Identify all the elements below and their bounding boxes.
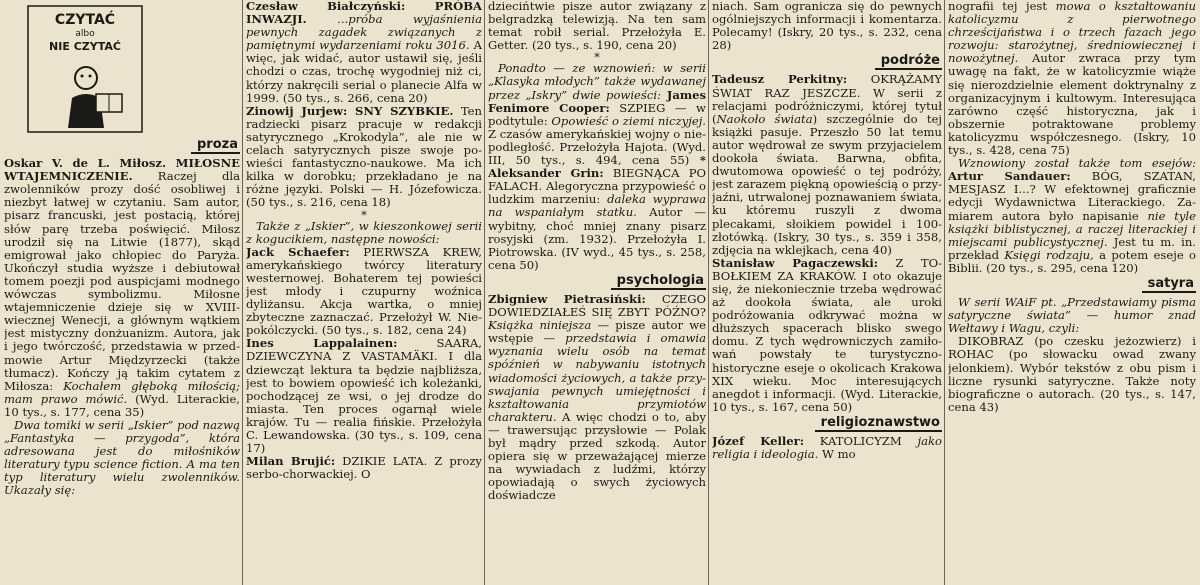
- review-paragraph: [712, 73, 942, 256]
- svg-text:CZYTAĆ: CZYTAĆ: [54, 12, 116, 28]
- section-heading: [712, 54, 942, 70]
- review-text: ) szczególnie do tej książki pasuje. Przeszło 50 lat temu autor wędrował ze swym przyjacielem dookoła świata. Barwna, obfita, dwutomowa opowieść o tej podróży, jest zarazem piękną opowieścią o przyjaźni, utrwalonej poznawaniem świata, ku któremu ruszyli z dwoma plecakami, słoikiem powidel i 100-złotówką. (Iskry, 30 tys., s. 359 i 358, zdjęcia na wklejkach, cena 40): [712, 111, 942, 257]
- badge-logo: [26, 4, 144, 134]
- section-heading: [488, 274, 706, 290]
- section-heading: [712, 416, 942, 432]
- column-4: [712, 0, 942, 585]
- review-paragraph: [712, 257, 942, 414]
- section-heading: [4, 138, 240, 154]
- review-title-text: Jack Schaefer:: [246, 244, 350, 259]
- column-rule: [708, 0, 709, 585]
- review-text: Naokoło świata: [716, 111, 813, 126]
- review-text: Jest tu m. in. przekład: [948, 234, 1196, 262]
- review-text: W serii WAiF pt. „Przedstawiamy pisma satyryczne świata” — humor znad Wełtawy i Wagu, czyli:: [948, 295, 1196, 336]
- review-paragraph: [4, 419, 240, 498]
- svg-text:albo: albo: [75, 29, 95, 39]
- review-text: nie tyle książki biblistycznej, a raczej literackiej i miejscami publicystycznej.: [948, 208, 1196, 249]
- review-text: przedstawia i omawia wyznania wielu osób na temat spóźnień w nabywaniu istotnych wiadomości życiowych, a także przyswajania pewnych umiejętności i kształtowania przymiotów charakteru.: [488, 331, 706, 424]
- review-title-text: Czesław Białczyński: PRÓBA INWAZJI.: [246, 0, 482, 27]
- review-paragraph: [488, 62, 706, 272]
- review-text: W mo: [818, 447, 856, 462]
- review-text: nografii tej jest: [948, 0, 1056, 13]
- section-heading: [948, 277, 1196, 293]
- review-title-text: Oskar V. de L. Miłosz. MIŁOSNE WTAJEMNICZENIE.: [4, 156, 240, 184]
- review-paragraph: [488, 0, 706, 52]
- review-text: DZIKIE LATA. Z prozy serbo-chorwackiej. O: [246, 454, 482, 482]
- review-paragraph: [246, 220, 482, 246]
- review-text: niach. Sam ogranicza się do pewnych ogólniejszych informacji i komentarza. Polecamy! (Iskry, 20 tys., s. 232, cena 28): [712, 0, 942, 53]
- review-paragraph: [246, 337, 482, 455]
- review-text: Księgi rodzaju,: [1004, 247, 1094, 262]
- review-text: mowa o kształtowaniu katolicyzmu z pierwotnego chrześcijaństwa i o trzech fazach jego rozwoju: starożytnej, średniowiecznej i nowożytnej.: [948, 0, 1196, 66]
- review-title-text: Ines Lappalainen:: [246, 336, 398, 351]
- review-title-text: Zinowij Jurjew: SNY SZYBKIE.: [246, 103, 454, 118]
- review-text: ...próba wyjaśnienia pewnych zagadek związanych z pamiętnymi wydarzeniami roku 3016.: [246, 12, 482, 53]
- review-text: A więc chodzi o to, aby — trawersując przysłowie — Polak był mądry przed szkodą. Autor opiera się w przeważającej mierze na wywiadach z ludźmi, którzy opowiadają o swych życiowych doświadcze: [488, 409, 706, 503]
- review-text: dziecińtwie pisze autor związany z belgradzką telewizją. Na ten sam temat robił serial. Przełożyła E. Getter. (20 tys., s. 190, cena 20): [488, 0, 706, 53]
- section-heading-text: podróże: [875, 54, 942, 70]
- review-text: CZEGO DOWIEDZIAŁEŚ SIĘ ZBYT PÓŹNO?: [488, 291, 706, 320]
- review-text: Kochałem głęboką miłością; mam prawo mówić.: [4, 378, 240, 406]
- read-or-not-badge: [26, 4, 144, 134]
- column-rule: [944, 0, 945, 585]
- review-paragraph: [948, 335, 1196, 414]
- review-text: Raczej dla zwolenników prozy dość osobliwej i niezbyt łatwej w czytaniu. Sam autor, pisarz francuski, jest postacią, której słów parę trzeba poświęcić. Miłosz urodził się na Litwie (1877), skąd emigrował jako chłopiec do Paryża. Ukończył studia wyższe i debiutował tomem poezji pod auspicjami modnego wówczas symbolizmu. Miłosne wtajemniczenie dzieje się w XVIII-wiecznej Wenecji, a głównym wątkiem jest mistyczny donżuanizm. Autora, jak i jego twórczość, przedstawia w przedmowie Artur Międzyrzecki (także tłumacz). Kończy ją takim cytatem z Miłosza:: [4, 169, 240, 393]
- review-text: Wznowiony został także tom esejów:: [958, 156, 1196, 171]
- column-rule: [484, 0, 485, 585]
- section-heading-text: psychologia: [611, 274, 706, 290]
- review-text: BIEGNĄCA PO FALACH. Alegoryczna przypowieść o ludzkim marzeniu:: [488, 166, 706, 207]
- asterisk-divider: *: [594, 50, 600, 65]
- review-text: — pisze autor we wstępie —: [488, 318, 706, 346]
- section-heading-text: satyra: [1142, 277, 1196, 293]
- section-heading-text: religioznawstwo: [815, 416, 942, 432]
- review-paragraph: [246, 0, 482, 105]
- review-text: Także z „Iskier”, w kieszonkowej serii z kogucikiem, następne nowości:: [246, 218, 482, 246]
- review-text: SAARA, DZIEWCZYNA Z VASTAMÄKI. I dla dziewcząt lektura ta będzie najbliższa, jest to bowiem opowieść ich koleżanki, pochodzącej ze wsi, o jej drodze do miasta. Ten proces ogarnął wiele krajów. Tu — realia fińskie. Przełożyła C. Lewandowska. (30 tys., s. 109, cena 17): [246, 336, 482, 456]
- review-title-text: Milan Brujić:: [246, 454, 336, 469]
- review-text: Z TOBOŁKIEM ZA KRAKÓW. I oto okazuje się, że niekoniecznie trzeba wędrować aż dookoła świata, ale uroki podróżowania odkrywać można w dłuższych spacerach blisko swego domu. Z tych wędrowniczych zamiłowań powstały te turystyczno-historyczne eseje o okolicach Krakowa XIX wieku. Moc interesujących anegdot i informacji. (Wyd. Literackie, 10 tys., s. 167, cena 50): [712, 255, 942, 414]
- review-paragraph: [948, 0, 1196, 157]
- review-title-text: Artur Sandauer:: [948, 169, 1071, 184]
- review-text: DIKOBRAZ (po czesku jeżozwierz) i ROHAC (po słowacku owad zwany jelonkiem). Wybór tekstów z obu pism i liczne rysunki satyryczne. Także noty biograficzne o autorach. (20 tys., s. 147, cena 43): [948, 334, 1196, 414]
- review-paragraph: [246, 246, 482, 338]
- review-text: A więc, jak widać, autor ustawił się, jeśli chodzi o czas, trochę wygodniej niż ci, którzy nakręcili serial o planecie Alfa w 1999. (50 tys., s. 266, cena 20): [246, 38, 482, 105]
- column-1: [4, 0, 240, 585]
- review-text: OKRĄŻAMY ŚWIAT RAZ JESZCZE. W serii z relacjami podróżniczymi, której tytuł (: [712, 72, 942, 126]
- review-title-text: * Aleksander Grin:: [488, 153, 706, 181]
- review-title-text: James Fenimore Cooper:: [488, 87, 706, 115]
- review-paragraph: [712, 435, 942, 461]
- review-text: PIERWSZA KREW, amerykańskiego twórcy literatury westernowej. Bohaterem tej powieści jest młody i czupurny woźnica dyliżansu. Akcja wartka, o mniej zbyteczne zaznaczać. Przełożył W. Niepokólczycki. (50 tys., s. 182, cena 24): [246, 244, 482, 338]
- review-title-text: Zbigniew Pietrasiński:: [488, 291, 646, 306]
- review-text: jako religia i ideologia.: [712, 434, 942, 462]
- review-paragraph: [948, 157, 1196, 275]
- svg-text:NIE CZYTAĆ: NIE CZYTAĆ: [49, 40, 121, 53]
- review-paragraph: [712, 0, 942, 52]
- review-paragraph: [246, 105, 482, 210]
- asterisk-divider: *: [361, 207, 367, 222]
- review-text: Autor — wybitny, choć mniej znany pisarz rosyjski (zm. 1932). Przełożyła I. Piotrowska. (IV wyd., 45 tys., s. 258, cena 50): [488, 205, 706, 272]
- column-2: [246, 0, 482, 585]
- review-text: Opowieść o ziemi niczyjej.: [551, 113, 706, 128]
- column-rule: [242, 0, 243, 585]
- review-text: Książka niniejsza: [488, 318, 592, 333]
- review-text: KATOLICYZM: [804, 434, 918, 448]
- review-paragraph: [246, 455, 482, 481]
- column-5: [948, 0, 1196, 585]
- review-title-text: Józef Keller:: [712, 434, 805, 448]
- review-paragraph: [948, 296, 1196, 335]
- review-title-text: Stanisław Pagaczewski:: [712, 255, 879, 270]
- review-text: Ponadto — ze wznowień: w serii „Klasyka młodych” także wydawanej przez „Iskry” dwie powieści:: [488, 61, 706, 102]
- review-text: Z czasów amerykańskiej wojny o niepodległość. Przełożyła Hajota. (Wyd. III, 50 tys., s. 494, cena 55): [488, 126, 706, 168]
- review-text: Autor zwraca przy tym uwagę na fakt, że w katolicyzmie wiąże się nierozdzielnie element doktrynalny z organizacyjnym i kultowym. Interesująca zarówno część historyczna, jak i obszernie potraktowane problemy katolicyzmu współczesnego. (Iskry, 10 tys., s. 428, cena 75): [948, 51, 1196, 158]
- review-paragraph: [4, 157, 240, 419]
- review-text: BÓG, SZATAN, MESJASZ I...? W efektownej graficznie edycji Wydawnictwa Literackiego. Zamiarem autora było napisanie: [948, 169, 1196, 223]
- review-text: daleka wyprawa na wspaniałym statku.: [488, 192, 706, 220]
- review-text: Ten radziecki pisarz pracuje w redakcji satyrycznego „Krokodyla”, ale nie w celach satyrycznych pisze swoje powieści fantastyczno-naukowe. Ma ich kilka w dorobku; przekładano je na różne języki. Polski — H. Józefowicza. (50 tys., s. 216, cena 18): [246, 103, 482, 210]
- review-paragraph: [488, 293, 706, 503]
- review-title-text: Tadeusz Perkitny:: [712, 72, 848, 87]
- review-text: SZPIEG — w podtytule:: [488, 100, 706, 128]
- review-text: a potem eseje o Biblii. (20 tys., s. 295, cena 120): [948, 247, 1196, 275]
- column-3: [488, 0, 706, 585]
- section-heading-text: proza: [191, 138, 240, 154]
- review-text: (Wyd. Literackie, 10 tys., s. 177, cena 35): [4, 391, 240, 419]
- review-text: Dwa tomiki w serii „Iskier” pod nazwą „Fantastyka — przygoda”, która adresowana jest do miłośników literatury typu science fiction. A ma ten typ literatury wielu zwolenników. Ukazały się:: [4, 417, 240, 498]
